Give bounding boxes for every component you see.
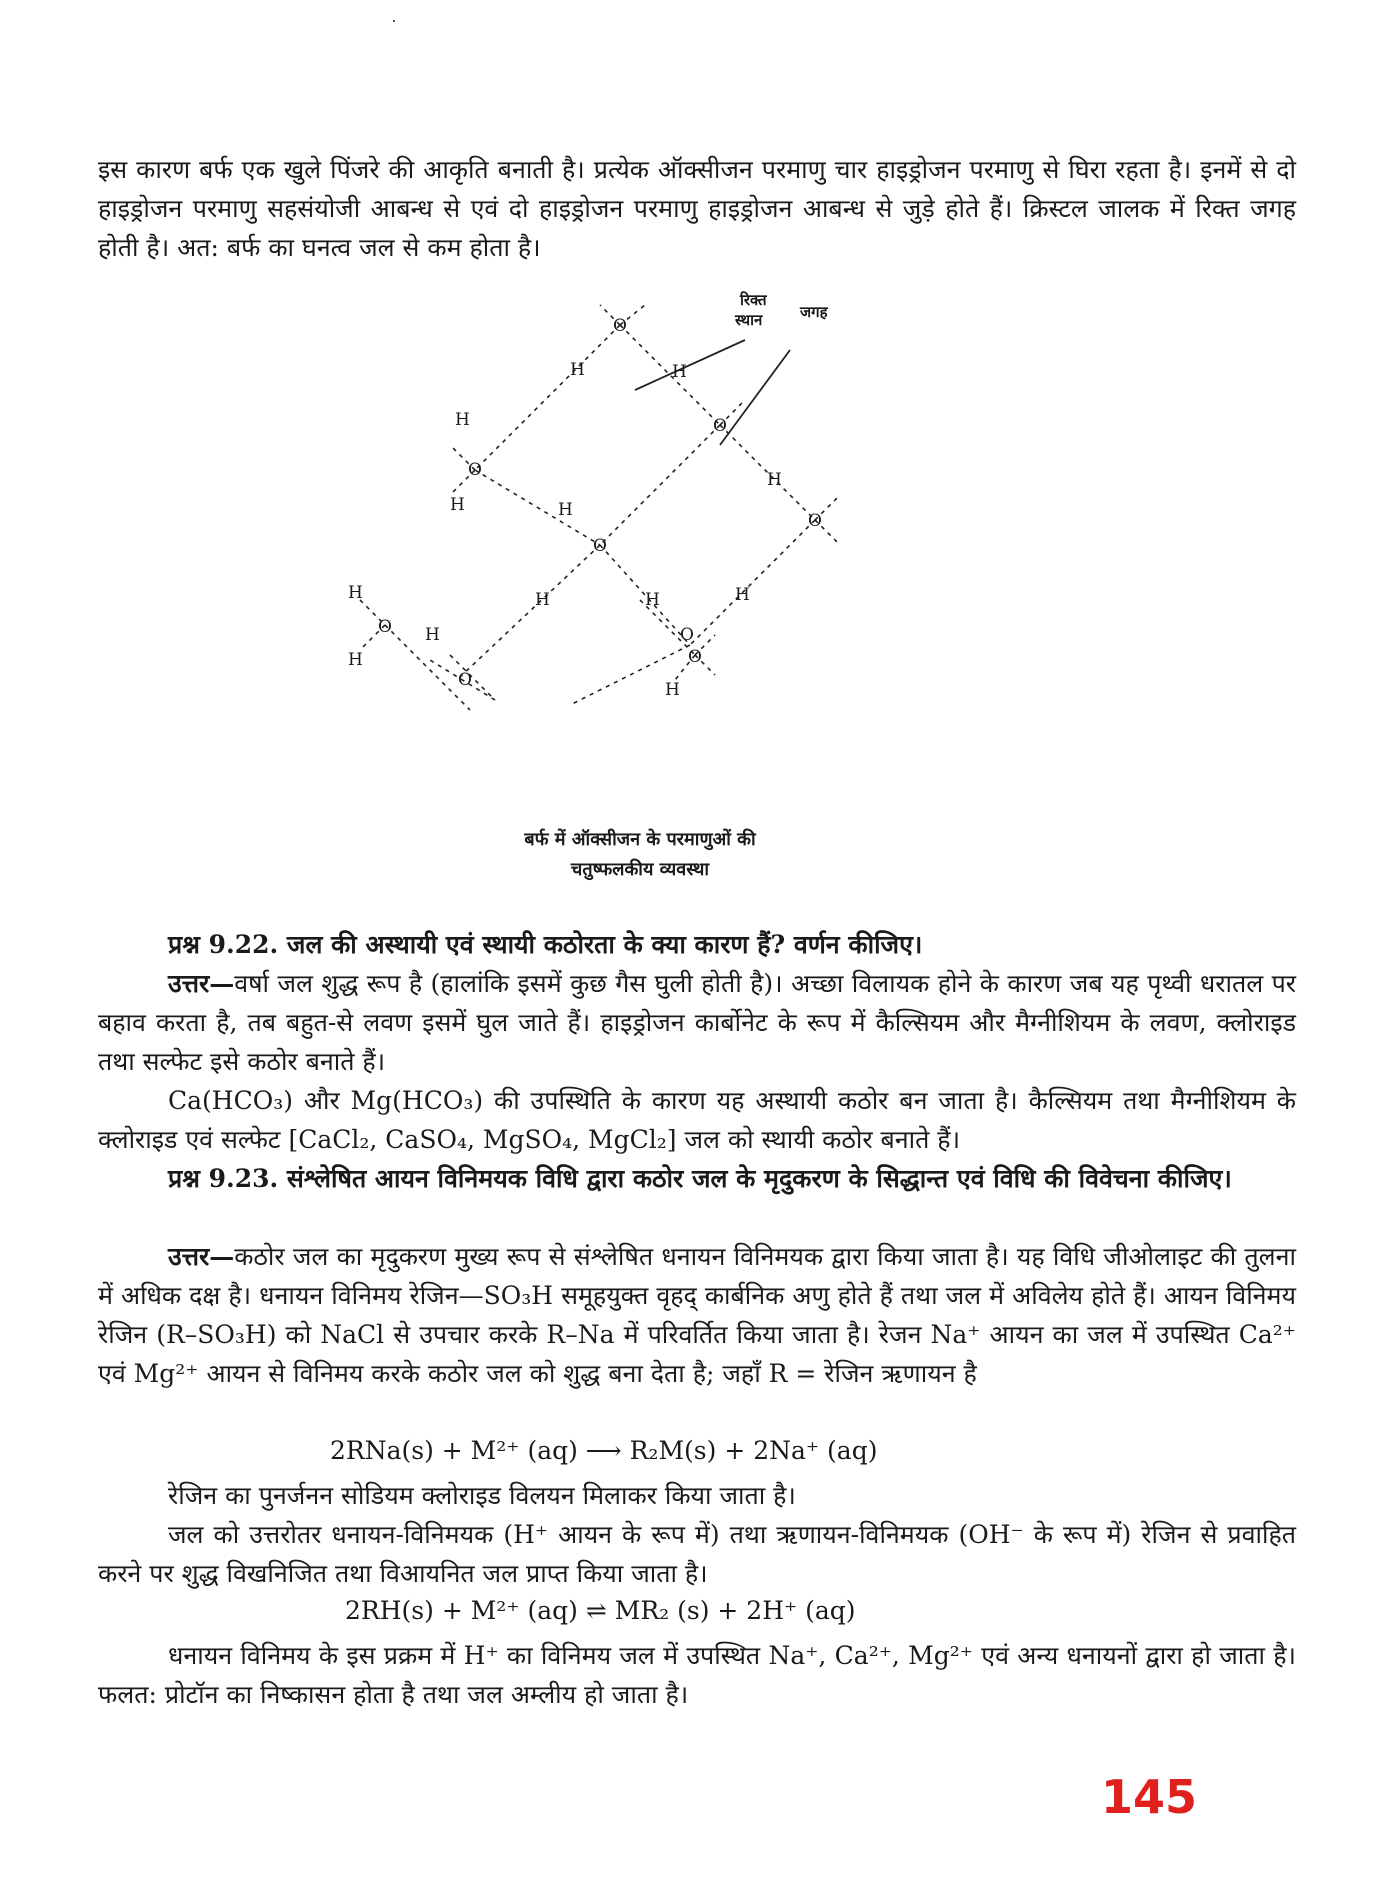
hydrogen-atom: H xyxy=(450,495,465,515)
paragraph-regeneration: रेजिन का पुनर्जनन सोडियम क्लोराइड विलयन मिलाकर किया जाता है। xyxy=(168,1481,796,1510)
oxygen-atom: O xyxy=(593,536,607,556)
oxygen-atom: O xyxy=(713,416,727,436)
paragraph-deionization: जल को उत्तरोतर धनायन-विनिमयक (H⁺ आयन के रूप में) तथा ऋणायन-विनिमयक (OH⁻ के रूप में) रेजिन से प्रवाहित करने पर शुद्ध विखनिजित तथा विआयनित जल प्राप्त किया जाता है। xyxy=(98,1520,1296,1588)
hydrogen-atom: H xyxy=(558,500,573,520)
hydrogen-atom: H xyxy=(645,590,660,610)
answer-text: वर्षा जल शुद्ध रूप है (हालांकि इसमें कुछ गैस घुली होती है)। अच्छा विलायक होने के कारण जब यह पृथ्वी धरातल पर बहाव करता है, तब बहुत-से लवण इसमें घुल जाते हैं। हाइड्रोजन कार्बोनेट के रूप में कैल्सियम और मैग्नीशियम के लवण, क्लोराइड तथा सल्फेट इसे कठोर बनाते हैं। xyxy=(98,969,1296,1076)
page-number: 145 xyxy=(1100,1770,1197,1824)
answer-9-23 xyxy=(98,1237,1296,1393)
scan-speck xyxy=(393,20,395,22)
hydrogen-atom: H xyxy=(735,585,750,605)
hydrogen-atom: H xyxy=(348,650,363,670)
hydrogen-atom: H xyxy=(665,680,680,700)
figure-caption-line2: चतुष्फलकीय व्यवस्था xyxy=(570,859,710,880)
hydrogen-atom: H xyxy=(672,362,687,382)
hydrogen-atom: H xyxy=(455,410,470,430)
question-9-22: प्रश्न 9.22. जल की अस्थायी एवं स्थायी कठोरता के क्या कारण हैं? वर्णन कीजिए। xyxy=(168,930,923,959)
answer-text: कठोर जल का मृदुकरण मुख्य रूप से संश्लेषित धनायन विनिमयक द्वारा किया जाता है। यह विधि जीओलाइट की तुलना में अधिक दक्ष है। धनायन विनिमय रेजिन—SO₃H समूहयुक्त वृहद् कार्बनिक अणु होते हैं तथा जल में अविलेय होते हैं। आयन विनिमय रेजिन (R–SO₃H) को NaCl से उपचार करके R–Na में परिवर्तित किया जाता है। रेजन Na⁺ आयन का जल में उपस्थित Ca²⁺ एवं Mg²⁺ आयन से विनिमय करके कठोर जल को शुद्ध बना देता है; जहाँ R = रेजिन ऋणायन है xyxy=(98,1242,1296,1388)
hydrogen-atom: H xyxy=(348,583,363,603)
atom-labels-bottom xyxy=(348,583,702,700)
label-rikt: रिक्त xyxy=(740,291,767,309)
label-jagah: जगह xyxy=(800,303,828,321)
paragraph-hardness-salts: Ca(HCO₃) और Mg(HCO₃) की उपस्थिति के कारण यह अस्थायी कठोर बन जाता है। कैल्सियम तथा मैग्नीशियम के क्लोराइड एवं सल्फेट [CaCl₂, CaSO₄, MgSO₄, MgCl₂] जल को स्थायी कठोर बनाते हैं। xyxy=(98,1086,1296,1154)
intro-paragraph: इस कारण बर्फ एक खुले पिंजरे की आकृति बनाती है। प्रत्येक ऑक्सीजन परमाणु चार हाइड्रोजन परमाणु से घिरा रहता है। इनमें से दो हाइड्रोजन परमाणु सहसंयोजी आबन्ध से एवं दो हाइड्रोजन परमाणु हाइड्रोजन आबन्ध से जुड़े होते हैं। क्रिस्टल जालक में रिक्त जगह होती है। अत: बर्फ का घनत्व जल से कम होता है। xyxy=(98,155,1296,262)
hydrogen-atom: H xyxy=(570,360,585,380)
oxygen-atom: O xyxy=(468,460,482,480)
equation-2: 2RH(s) + M²⁺ (aq) ⇌ MR₂ (s) + 2H⁺ (aq) xyxy=(345,1596,856,1625)
oxygen-atom: O xyxy=(613,316,627,336)
oxygen-atom: O xyxy=(458,670,472,690)
question-9-23: प्रश्न 9.23. संश्लेषित आयन विनिमयक विधि द्वारा कठोर जल के मृदुकरण के सिद्धान्त एवं विधि की विवेचना कीजिए। xyxy=(168,1164,1232,1193)
equation-1: 2RNa(s) + M²⁺ (aq) ⟶ R₂M(s) + 2Na⁺ (aq) xyxy=(330,1436,878,1465)
oxygen-atom: O xyxy=(688,647,702,667)
oxygen-atom: O xyxy=(680,625,694,645)
bond-lines-bottom xyxy=(360,600,715,710)
figure-caption-line1: बर्फ में ऑक्सीजन के परमाणुओं की xyxy=(524,829,756,850)
paragraph-proton-exchange: धनायन विनिमय के इस प्रक्रम में H⁺ का विनिमय जल में उपस्थित Na⁺, Ca²⁺, Mg²⁺ एवं अन्य धनायनों द्वारा हो जाता है। फलत: प्रोटॉन का निष्कासन होता है तथा जल अम्लीय हो जाता है। xyxy=(98,1641,1296,1709)
oxygen-atom: O xyxy=(808,511,822,531)
hydrogen-atom: H xyxy=(767,470,782,490)
hydrogen-atom: H xyxy=(425,625,440,645)
ice-structure-diagram-bottom xyxy=(340,540,740,720)
oxygen-atom: O xyxy=(378,617,392,637)
answer-9-22 xyxy=(98,964,1296,1081)
answer-lead: उत्तर— xyxy=(168,969,235,998)
answer-lead: उत्तर— xyxy=(168,1242,235,1271)
label-sthan: स्थान xyxy=(735,311,763,329)
vacancy-labels xyxy=(734,291,829,329)
hydrogen-atom: H xyxy=(535,590,550,610)
